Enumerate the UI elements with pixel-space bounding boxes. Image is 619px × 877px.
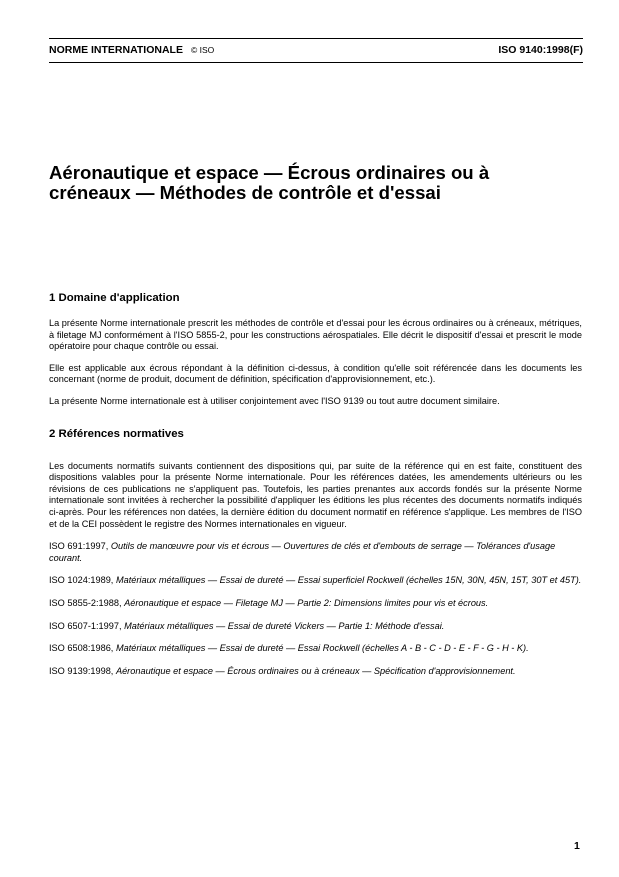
reference-code: ISO 9139:1998, [49,665,114,676]
header-rule [49,62,583,63]
reference-item [49,643,582,655]
standard-type: NORME INTERNATIONALE [49,44,183,56]
section-1-paragraph: La présente Norme internationale est à utiliser conjointement avec l'ISO 9139 ou tout autre document similaire. [49,395,500,406]
standard-reference: ISO 9140:1998(F) [498,44,583,56]
reference-item [49,621,582,633]
reference-item [49,575,582,587]
title-line-1: Aéronautique et espace — Écrous ordinaires ou à [49,162,490,183]
section-2-heading: 2 Références normatives [49,427,184,440]
reference-title: Matériaux métalliques — Essai de dureté Vickers — Partie 1: Méthode d'essai. [124,620,445,631]
reference-title: Matériaux métalliques — Essai de dureté — Essai superficiel Rockwell (échelles 15N, 30N, 45N, 15T, 30T et 45T). [115,575,582,586]
top-rule [49,38,583,39]
section-1-heading: 1 Domaine d'application [49,292,180,304]
reference-title: Outils de manœuvre pour vis et écrous — Ouvertures de clés et d'embouts de serrage — Tolérances d'usage courant. [49,541,556,563]
reference-title: Aéronautique et espace — Écrous ordinaires ou à créneaux — Spécification d'approvisionnement. [115,665,516,676]
reference-code: ISO 5855-2:1988, [49,597,122,608]
document-body [49,291,582,688]
page-number: 1 [574,840,580,852]
section-2-intro: Les documents normatifs suivants contiennent des dispositions qui, par suite de la référence qui en est faite, constituent des dispositions valables pour la présente Norme internationale. Pour les références datées, les amendements ultérieurs ou les révisions de ces publications ne s'appliquent pas. Toutefois, les parties prenantes aux accords fondés sur la présente Norme internationale sont invitées à rechercher la possibilité d'appliquer les éditions les plus récentes des documents normatifs indiqués ci-après. Pour les références non datées, la dernière édition du document normatif en référence s'applique. Les membres de l'ISO et de la CEI possèdent le registre des Normes internationales en vigueur. [49,460,582,529]
section-1-paragraph: La présente Norme internationale prescrit les méthodes de contrôle et d'essai pour les écrous ordinaires ou à créneaux, métriques, à filetage MJ conformément à l'ISO 5855-2, pour les constructions aérospatiales. Elle décrit le dispositif d'essai et prescrit le mode opératoire pour chaque contrôle ou essai. [49,318,582,352]
title-line-2: créneaux — Méthodes de contrôle et d'essai [49,182,441,203]
document-title [49,163,569,203]
reference-item [49,541,582,564]
reference-title: Matériaux métalliques — Essai de dureté — Essai Rockwell (échelles A - B - C - D - E - F - G - H - K). [115,643,529,654]
header-left [49,44,214,56]
page-header [49,44,583,58]
reference-item [49,666,582,678]
reference-code: ISO 691:1997, [49,541,109,552]
reference-code: ISO 6508:1986, [49,643,114,654]
reference-title: Aéronautique et espace — Filetage MJ — Partie 2: Dimensions limites pour vis et écrous. [124,597,489,608]
reference-item [49,598,582,610]
copyright: © ISO [190,45,215,55]
reference-code: ISO 1024:1989, [49,575,114,586]
section-1-paragraph: Elle est applicable aux écrous répondant à la définition ci-dessus, à condition qu'elle soit référencée dans les documents les concernant (norme de produit, document de définition, spécification d'approvisionnement, etc.). [49,362,582,385]
reference-code: ISO 6507-1:1997, [49,620,122,631]
